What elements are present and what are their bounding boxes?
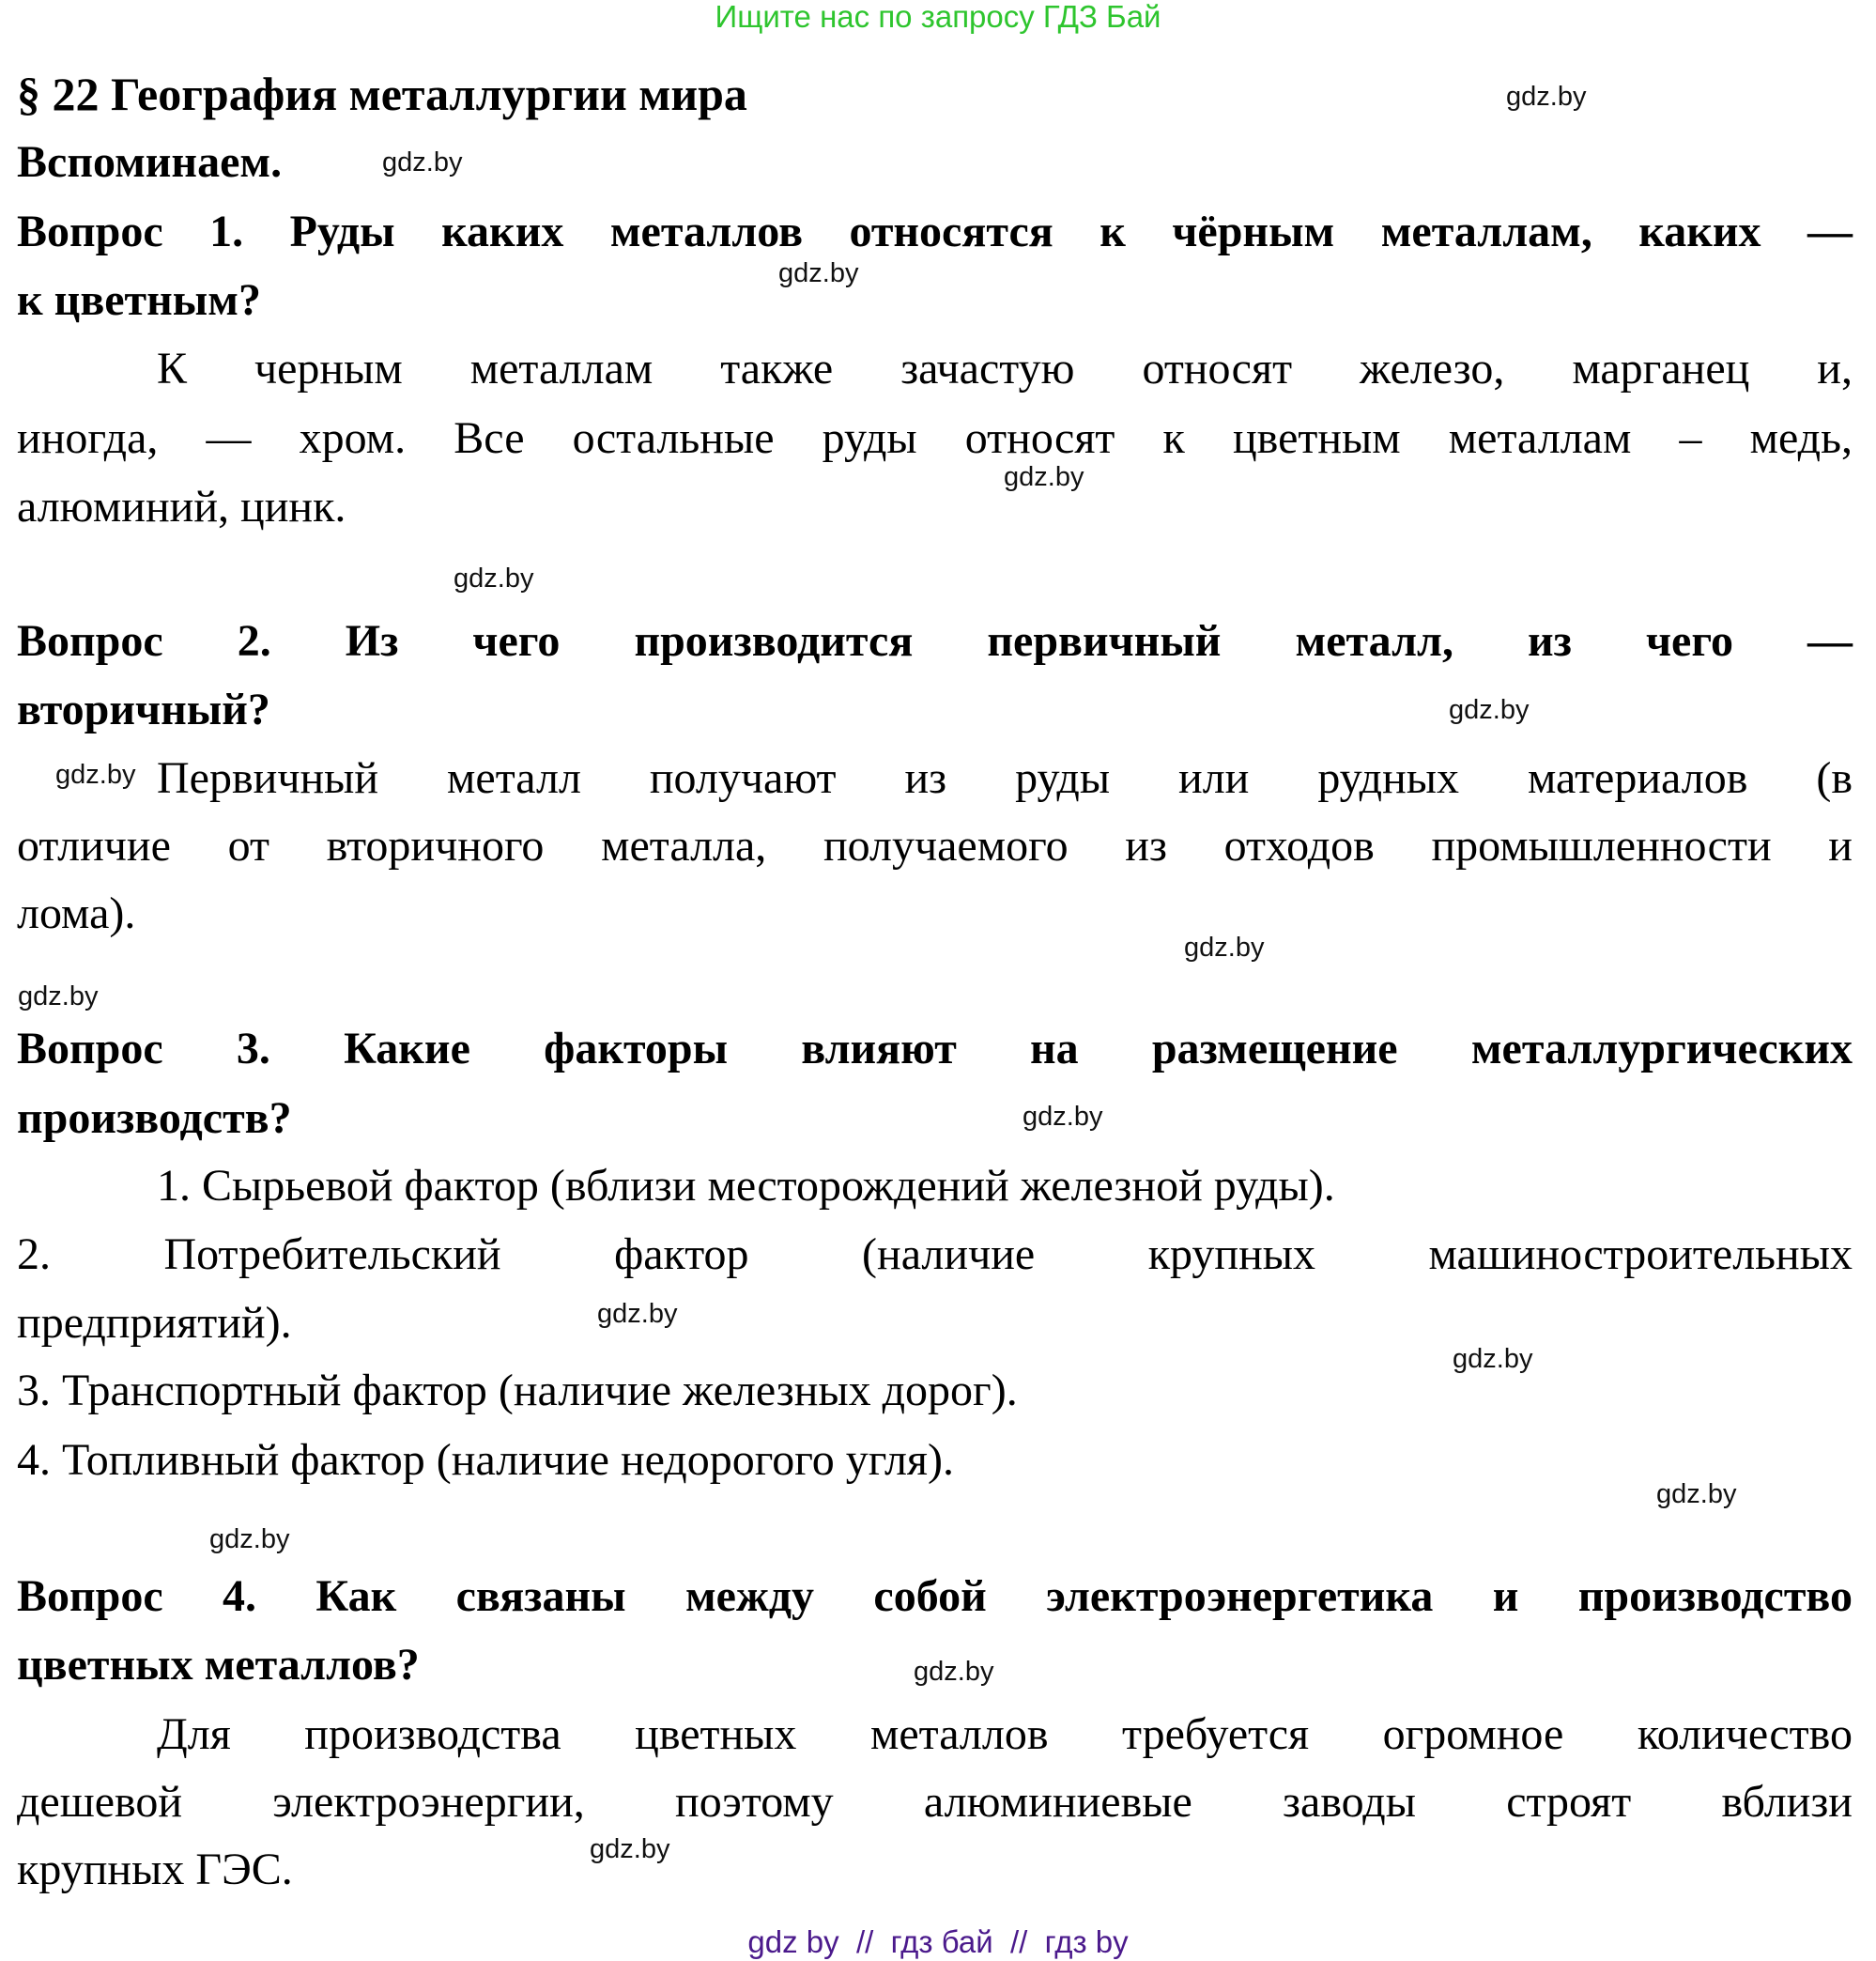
answer-a4-line: Для производства цветных металлов требуется огромное количество [157,1709,1853,1759]
footer-links[interactable]: gdz by // гдз бай // гдз by [747,1924,1129,1959]
watermark-text: gdz.by [1449,695,1530,725]
question-q4-line: цветных металлов? [17,1640,420,1690]
watermark-text: gdz.by [914,1657,994,1687]
watermark-text: gdz.by [590,1834,670,1864]
question-q3-line: Вопрос 3. Какие факторы влияют на размещение металлургических [17,1024,1853,1073]
question-q3-line: производств? [17,1093,292,1143]
watermark-text: gdz.by [55,760,136,790]
search-banner[interactable]: Ищите нас по запросу ГДЗ Бай [715,0,1161,34]
answer-a1-line: иногда, — хром. Все остальные руды относят к цветным металлам – медь, [17,413,1853,463]
watermark-text: gdz.by [454,564,534,594]
answer-a3-line: 3. Транспортный фактор (наличие железных дорог). [17,1366,1018,1415]
question-q2-line: вторичный? [17,685,270,734]
watermark-text: gdz.by [209,1524,290,1554]
watermark-text: gdz.by [1004,462,1084,492]
answer-a3-line: предприятий). [17,1298,292,1348]
page-title: § 22 География металлургии мира [17,68,747,120]
answer-a4-line: дешевой электроэнергии, поэтому алюминиевые заводы строят вблизи [17,1777,1853,1827]
answer-a2-line: лома). [17,888,136,938]
answer-a1-line: К черным металлам также зачастую относят железо, марганец и, [157,344,1853,394]
question-q1-line: к цветным? [17,275,261,325]
watermark-text: gdz.by [382,147,463,178]
answer-a2-line: Первичный металл получают из руды или рудных материалов (в [157,753,1853,803]
watermark-text: gdz.by [1453,1344,1533,1374]
answer-a3-line: 1. Сырьевой фактор (вблизи месторождений железной руды). [157,1161,1335,1211]
answer-a3-line: 2. Потребительский фактор (наличие крупных машиностроительных [17,1229,1853,1279]
watermark-text: gdz.by [597,1299,678,1329]
watermark-text: gdz.by [1023,1102,1103,1132]
watermark-text: gdz.by [1184,933,1265,963]
answer-a2-line: отличие от вторичного металла, получаемого из отходов промышленности и [17,821,1853,871]
watermark-text: gdz.by [18,981,99,1011]
watermark-text: gdz.by [1506,82,1587,112]
answer-a3-line: 4. Топливный фактор (наличие недорогого угля). [17,1435,954,1485]
question-q2-line: Вопрос 2. Из чего производится первичный металл, из чего — [17,616,1853,666]
answer-a4-line: крупных ГЭС. [17,1845,293,1894]
question-q1-line: Вопрос 1. Руды каких металлов относятся к чёрным металлам, каких — [17,207,1853,256]
question-q4-line: Вопрос 4. Как связаны между собой электроэнергетика и производство [17,1571,1853,1621]
section-subtitle: Вспоминаем. [17,137,283,187]
watermark-text: gdz.by [1656,1479,1737,1509]
watermark-text: gdz.by [778,258,859,288]
answer-a1-line: алюминий, цинк. [17,482,346,532]
